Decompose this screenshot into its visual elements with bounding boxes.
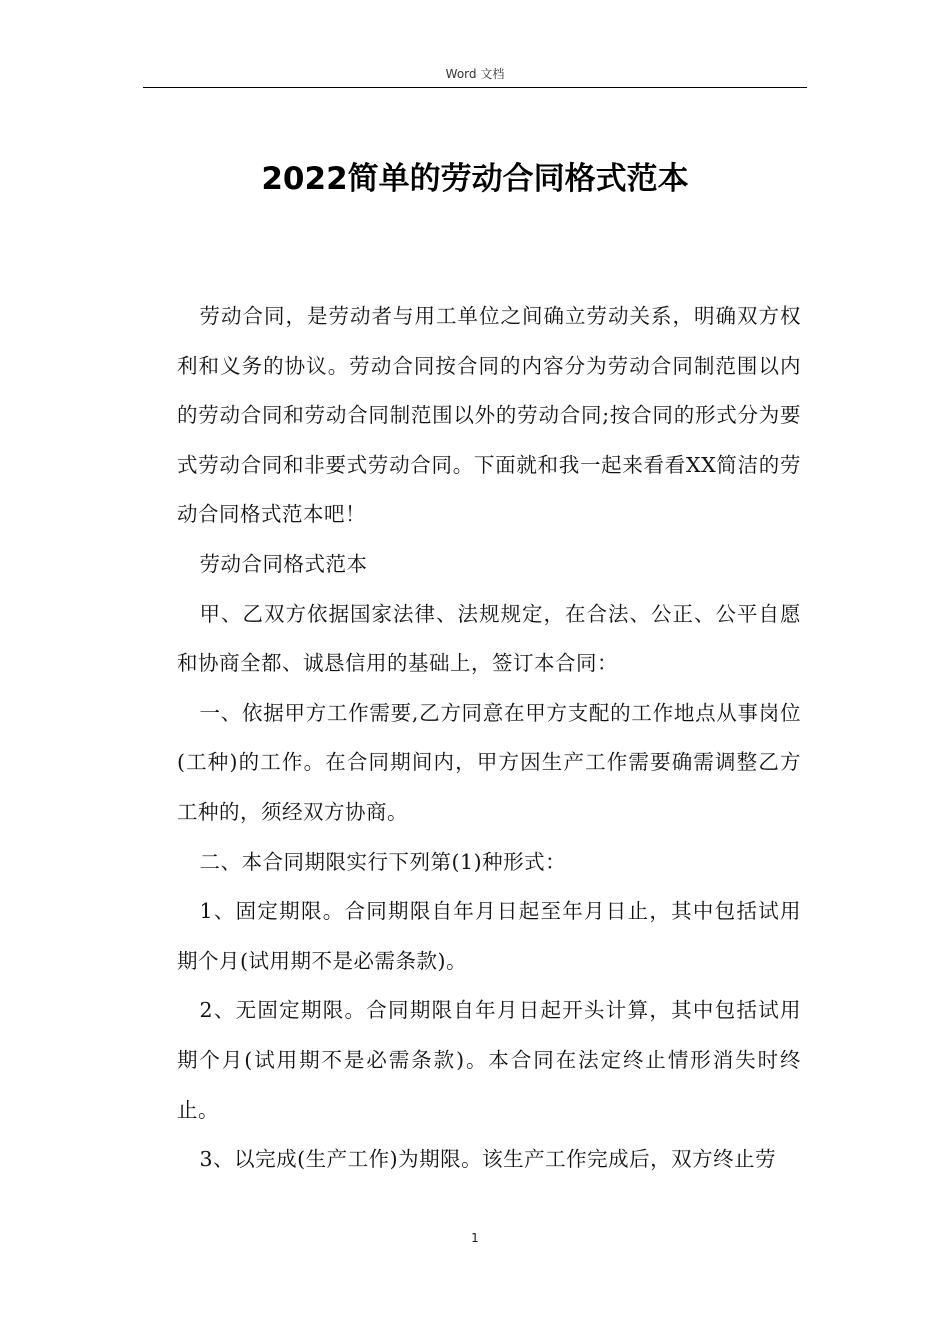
document-title: 2022简单的劳动合同格式范本 (261, 161, 689, 197)
paragraph-clause-2-option-1: 1、固定期限。合同期限自年月日起至年月日止，其中包括试用期个月(试用期不是必需条款)。 (177, 899, 801, 973)
paragraph-clause-2-option-2: 2、无固定期限。合同期限自年月日起开头计算，其中包括试用期个月(试用期不是必需条款)。本合同在法定终止情形消失时终止。 (177, 998, 801, 1122)
paragraph-intro: 劳动合同，是劳动者与用工单位之间确立劳动关系，明确双方权利和义务的协议。劳动合同按合同的内容分为劳动合同制范围以内的劳动合同和劳动合同制范围以外的劳动合同;按合同的形式分为要式劳动合同和非要式劳动合同。下面就和我一起来看看XX简洁的劳动合同格式范本吧！ (177, 304, 801, 527)
header-divider (143, 87, 807, 88)
paragraph-clause-2-option-3: 3、以完成(生产工作)为期限。该生产工作完成后，双方终止劳 (199, 1147, 777, 1172)
document-body (177, 292, 801, 1185)
paragraph-clause-1: 一、依据甲方工作需要,乙方同意在甲方支配的工作地点从事岗位(工种)的工作。在合同期间内，甲方因生产工作需要确需调整乙方工种的，须经双方协商。 (177, 700, 801, 824)
page-header-label: Word 文档 (445, 67, 505, 81)
paragraph-clause-2: 二、本合同期限实行下列第(1)种形式： (199, 849, 567, 874)
paragraph-section-heading: 劳动合同格式范本 (199, 551, 368, 576)
paragraph-preamble: 甲、乙双方依据国家法律、法规规定，在合法、公正、公平自愿和协商全都、诚恳信用的基础上，签订本合同： (177, 601, 801, 676)
page-number: 1 (471, 1231, 479, 1245)
